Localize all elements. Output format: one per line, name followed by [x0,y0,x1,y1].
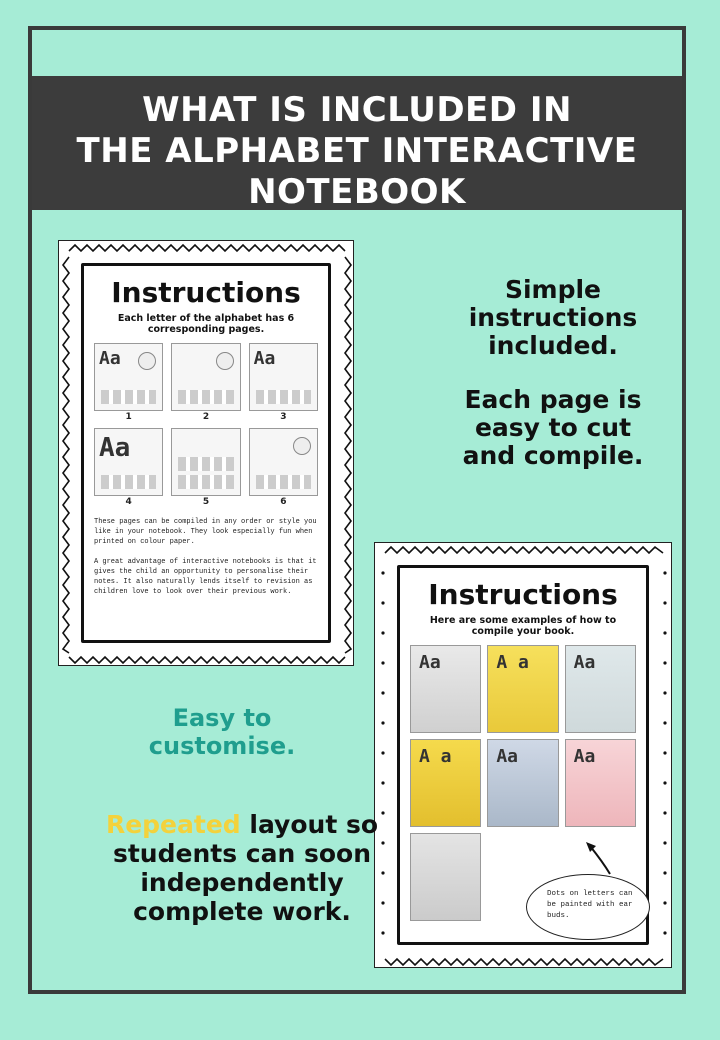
repeat-line-3: independently [140,868,344,897]
repeat-line-2: students can soon [112,839,372,868]
instructions-page-preview-1 [58,240,354,666]
example-photo-1: Aa [410,645,481,733]
thumbnail-number: 6 [280,497,287,507]
title-banner [32,76,682,210]
thumbnail-5 [171,428,240,507]
thumbnail-number: 5 [202,497,210,507]
page-subtitle: Each letter of the alphabet has 6 corresponding pages. [117,313,295,335]
simple-line-3: included. [488,331,618,360]
page-subtitle: Here are some examples of how to compile your book. [429,615,617,637]
thumbnail-1: Aa 1 [94,343,163,422]
apple-icon [138,352,156,370]
example-photo-5: Aa [487,739,558,827]
thumbnail-number: 1 [125,412,132,422]
repeat-line-1 [92,810,392,839]
easy-line-1: Easy to [172,704,272,732]
thumbnail-4: Aa 4 [94,428,163,507]
page-title: Instructions [428,578,618,611]
example-photo-4: A a [410,739,481,827]
banner-line-3: NOTEBOOK [248,172,466,212]
thumbnail-number: 2 [202,412,210,422]
each-line-1: Each page is [464,385,642,414]
repeat-line-4: complete work. [133,897,351,926]
each-line-2: easy to cut [474,413,632,442]
apple-icon [216,352,234,370]
page-inner-border [397,565,649,945]
banner-line-2: THE ALPHABET INTERACTIVE [76,131,638,171]
apple-icon [293,437,311,455]
page-paragraph-1: These pages can be compiled in any order or style you like in your notebook. They look especially fun when printed on colour paper. [94,518,317,546]
frame [28,26,686,994]
each-line-3: and compile. [462,441,644,470]
page-title: Instructions [111,276,301,309]
thumbnail-6 [249,428,318,507]
thumbnail-number: 4 [125,497,132,507]
example-photo-2: A a [487,645,558,733]
instructions-page-preview-2 [374,542,672,968]
simple-line-2: instructions [468,303,638,332]
example-photo-7 [410,833,481,921]
easy-to-customise-text [132,704,312,760]
speech-bubble-callout: Dots on letters can be painted with ear buds. [526,874,650,940]
page-paragraph-2: A great advantage of interactive notebooks is that it gives the child an opportunity to personalise their notes. It also naturally lends itself to revision as children love to look over their previous work. [94,558,317,596]
repeated-highlight: Repeated [105,810,241,839]
arrow-icon [580,838,620,878]
thumbnail-3: Aa 3 [249,343,318,422]
page-thumbnail-grid [94,343,318,507]
example-photo-3: Aa [565,645,636,733]
example-photo-6: Aa [565,739,636,827]
easy-line-2: customise. [148,732,296,760]
page-inner-border [81,263,331,643]
simple-instructions-text [438,276,668,470]
thumbnail-number: 3 [280,412,287,422]
thumbnail-2 [171,343,240,422]
simple-line-1: Simple [504,275,602,304]
banner-line-1: WHAT IS INCLUDED IN [142,90,572,130]
repeated-layout-text [92,810,392,926]
repeat-line-1-rest: layout so [240,810,379,839]
